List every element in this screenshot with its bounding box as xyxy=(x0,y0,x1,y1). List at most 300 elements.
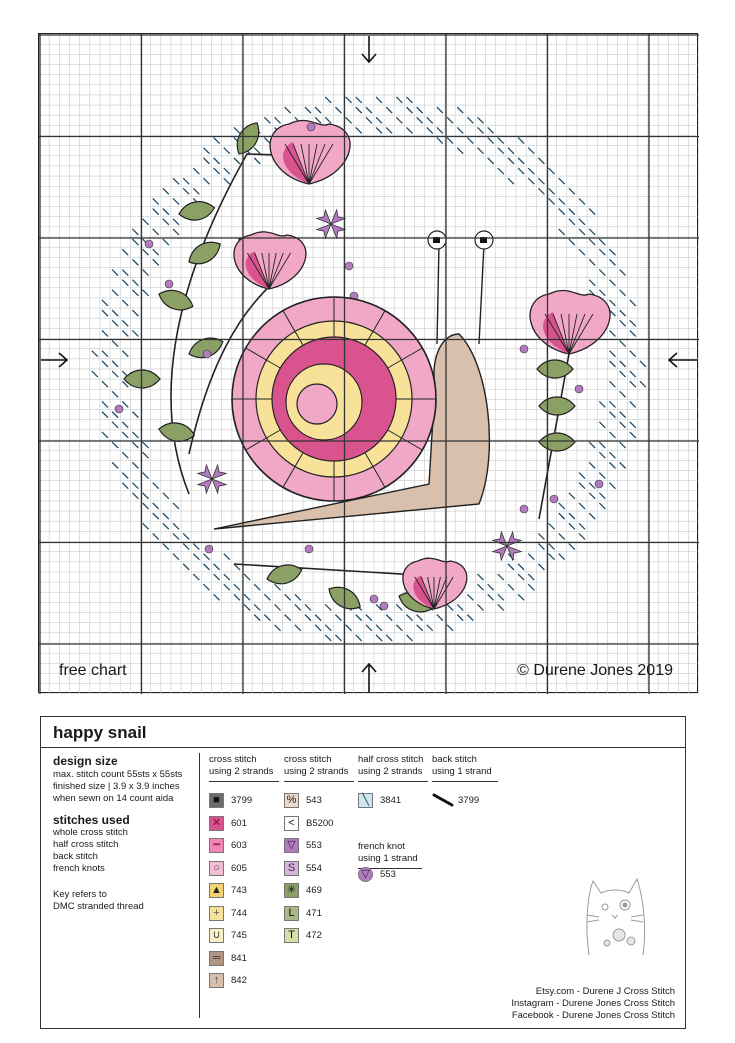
half-stitch-mark xyxy=(620,290,626,296)
half-stitch-mark xyxy=(366,625,372,631)
half-stitch-mark xyxy=(478,584,484,590)
back-stitch-line-icon xyxy=(432,793,454,807)
stitches-used-text xyxy=(53,827,128,875)
half-stitch-mark xyxy=(589,229,595,235)
key-note-line: Key refers to xyxy=(53,889,107,900)
half-stitch-mark xyxy=(224,178,230,184)
design-size-line: when sewn on 14 count aida xyxy=(53,793,174,804)
half-stitch-mark xyxy=(143,473,149,479)
half-stitch-mark xyxy=(122,249,128,255)
half-stitch-mark xyxy=(122,300,128,306)
half-stitch-mark xyxy=(305,107,311,113)
half-stitch-mark xyxy=(599,442,605,448)
half-stitch-mark xyxy=(609,483,615,489)
half-stitch-mark xyxy=(102,361,108,367)
half-stitch-mark xyxy=(538,544,544,550)
half-stitch-mark xyxy=(559,503,565,509)
half-stitch-mark xyxy=(275,604,281,610)
half-stitch-mark xyxy=(386,615,392,621)
half-stitch-mark xyxy=(437,138,443,144)
half-stitch-mark xyxy=(203,158,209,164)
half-stitch-mark xyxy=(579,523,585,529)
half-stitch-mark xyxy=(275,117,281,123)
half-stitch-mark xyxy=(346,117,352,123)
half-stitch-mark xyxy=(589,239,595,245)
snail-antenna xyxy=(437,244,484,344)
half-stitch-mark xyxy=(285,615,291,621)
thread-swatch: ▽ xyxy=(284,838,299,853)
half-stitch-mark xyxy=(599,290,605,296)
half-stitch-mark xyxy=(102,351,108,357)
thread-item xyxy=(284,928,322,943)
flower-petals xyxy=(234,232,306,289)
half-stitch-mark xyxy=(498,168,504,174)
half-stitch-mark xyxy=(599,239,605,245)
half-stitch-mark xyxy=(102,310,108,316)
half-stitch-mark xyxy=(417,117,423,123)
credit-etsy[interactable]: Etsy.com - Durene J Cross Stitch xyxy=(535,986,675,997)
half-stitch-mark xyxy=(153,533,159,539)
half-stitch-mark xyxy=(335,107,341,113)
half-stitch-mark xyxy=(599,270,605,276)
column-heading-line: half cross stitch xyxy=(358,754,424,765)
half-stitch-mark xyxy=(579,533,585,539)
half-stitch-mark xyxy=(122,422,128,428)
half-stitch-mark xyxy=(173,503,179,509)
half-stitch-mark xyxy=(183,188,189,194)
key-note-line: DMC stranded thread xyxy=(53,901,144,912)
half-stitch-mark xyxy=(609,361,615,367)
half-stitch-mark xyxy=(112,310,118,316)
thread-code: 3841 xyxy=(380,795,402,806)
half-stitch-mark xyxy=(132,229,138,235)
leaf xyxy=(539,433,575,451)
half-stitch-mark xyxy=(193,188,199,194)
french-knot xyxy=(203,350,211,358)
half-stitch-mark xyxy=(396,117,402,123)
thread-item xyxy=(209,883,247,898)
half-stitch-mark xyxy=(183,533,189,539)
half-stitch-mark xyxy=(488,127,494,133)
half-stitch-mark xyxy=(376,127,382,133)
stitches-used-heading: stitches used xyxy=(53,813,130,827)
thread-item xyxy=(358,867,396,882)
thread-code: 745 xyxy=(231,930,247,941)
leaf xyxy=(156,286,196,315)
half-stitch-mark xyxy=(467,594,473,600)
half-stitch-mark xyxy=(498,604,504,610)
half-stitch-mark xyxy=(193,574,199,580)
thread-code: 553 xyxy=(380,869,396,880)
half-stitch-mark xyxy=(599,452,605,458)
design-size-line: max. stitch count 55sts x 55sts xyxy=(53,769,183,780)
half-stitch-mark xyxy=(609,249,615,255)
half-stitch-mark xyxy=(264,615,270,621)
half-stitch-mark xyxy=(579,198,585,204)
half-stitch-mark xyxy=(386,635,392,641)
half-stitch-mark xyxy=(609,462,615,468)
half-stitch-mark xyxy=(630,381,636,387)
half-stitch-mark xyxy=(153,198,159,204)
half-stitch-mark xyxy=(589,513,595,519)
half-stitch-mark xyxy=(549,523,555,529)
half-stitch-mark xyxy=(254,615,260,621)
half-cross-heading xyxy=(358,754,428,782)
thread-code: 603 xyxy=(231,840,247,851)
half-stitch-mark xyxy=(569,523,575,529)
half-stitch-mark xyxy=(457,604,463,610)
free-chart-label: free chart xyxy=(59,662,127,679)
half-stitch-mark xyxy=(518,564,524,570)
half-stitch-mark xyxy=(386,127,392,133)
half-stitch-mark xyxy=(163,523,169,529)
half-stitch-mark xyxy=(630,432,636,438)
half-stitch-mark xyxy=(599,493,605,499)
credits xyxy=(511,986,675,1022)
thread-code: 605 xyxy=(231,862,247,874)
thread-code: 601 xyxy=(231,817,247,829)
thread-swatch: % xyxy=(284,793,299,808)
half-stitch-mark xyxy=(589,462,595,468)
half-stitch-mark xyxy=(203,584,209,590)
half-stitch-mark xyxy=(538,533,544,539)
half-stitch-mark xyxy=(599,503,605,509)
leaf xyxy=(177,199,216,223)
half-stitch-mark xyxy=(406,635,412,641)
half-stitch-mark xyxy=(244,574,250,580)
thread-item xyxy=(209,928,247,943)
half-stitch-mark xyxy=(132,442,138,448)
half-stitch-mark xyxy=(579,503,585,509)
thread-swatch: ∪ xyxy=(209,928,224,943)
half-stitch-mark xyxy=(569,513,575,519)
half-stitch-mark xyxy=(599,401,605,407)
half-stitch-mark xyxy=(214,564,220,570)
half-stitch-mark xyxy=(356,127,362,133)
half-stitch-mark xyxy=(132,310,138,316)
half-stitch-mark xyxy=(163,209,169,215)
half-stitch-mark xyxy=(609,452,615,458)
thread-item xyxy=(284,816,333,831)
half-stitch-mark xyxy=(305,604,311,610)
half-stitch-mark xyxy=(315,107,321,113)
half-stitch-mark xyxy=(163,493,169,499)
chart-grid xyxy=(39,34,699,694)
half-stitch-mark xyxy=(579,473,585,479)
half-stitch-mark xyxy=(549,554,555,560)
half-stitch-mark xyxy=(153,503,159,509)
half-stitch-mark xyxy=(589,493,595,499)
half-stitch-mark xyxy=(305,615,311,621)
half-stitch-mark xyxy=(457,127,463,133)
half-stitch-mark xyxy=(579,249,585,255)
half-stitch-mark xyxy=(620,422,626,428)
half-stitch-mark xyxy=(132,462,138,468)
column-heading-line: using 1 strand xyxy=(358,853,418,864)
half-stitch-mark xyxy=(478,117,484,123)
half-stitch-mark xyxy=(630,330,636,336)
french-knot xyxy=(115,405,123,413)
half-stitch-mark xyxy=(508,584,514,590)
half-stitch-mark xyxy=(437,615,443,621)
half-stitch-mark xyxy=(396,97,402,103)
half-stitch-mark xyxy=(183,544,189,550)
half-stitch-mark xyxy=(346,97,352,103)
half-stitch-mark xyxy=(234,594,240,600)
column-heading-line: back stitch xyxy=(432,754,477,765)
half-stitch-mark xyxy=(538,178,544,184)
french-knot xyxy=(595,480,603,488)
half-stitch-mark xyxy=(224,584,230,590)
half-stitch-mark xyxy=(132,259,138,265)
half-stitch-mark xyxy=(234,584,240,590)
french-knot xyxy=(575,385,583,393)
thread-code: 743 xyxy=(231,885,247,896)
half-stitch-mark xyxy=(143,290,149,296)
half-stitch-mark xyxy=(285,107,291,113)
half-stitch-mark xyxy=(112,341,118,347)
half-stitch-mark xyxy=(112,290,118,296)
half-stitch-mark xyxy=(467,138,473,144)
half-stitch-mark xyxy=(264,138,270,144)
half-stitch-mark xyxy=(599,422,605,428)
thread-item xyxy=(284,883,322,898)
thread-code: 744 xyxy=(231,907,247,919)
half-stitch-mark xyxy=(599,473,605,479)
stitch-type: whole cross stitch xyxy=(53,827,128,838)
thread-item xyxy=(284,906,322,921)
half-stitch-mark xyxy=(579,483,585,489)
half-stitch-mark xyxy=(143,493,149,499)
half-stitch-mark xyxy=(173,523,179,529)
half-stitch-mark xyxy=(589,483,595,489)
french-knot xyxy=(550,495,558,503)
cross-stitch-chart xyxy=(38,33,698,693)
half-stitch-mark xyxy=(112,391,118,397)
center-arrow-right xyxy=(669,353,697,367)
design-size-heading: design size xyxy=(53,754,118,768)
half-stitch-mark xyxy=(173,533,179,539)
cat-illustration xyxy=(579,867,655,959)
half-stitch-mark xyxy=(122,452,128,458)
thread-code: 543 xyxy=(306,795,322,806)
thread-code: 842 xyxy=(231,975,247,986)
thread-swatch: ═ xyxy=(209,951,224,966)
half-stitch-mark xyxy=(549,188,555,194)
half-stitch-mark xyxy=(92,351,98,357)
half-stitch-mark xyxy=(630,422,636,428)
half-stitch-mark xyxy=(143,503,149,509)
thread-swatch: S xyxy=(284,861,299,876)
column-heading-line: using 2 strands xyxy=(209,766,274,777)
thread-swatch: < xyxy=(284,816,299,831)
half-stitch-mark xyxy=(518,158,524,164)
half-stitch-mark xyxy=(609,300,615,306)
half-stitch-mark xyxy=(609,259,615,265)
half-stitch-mark xyxy=(173,198,179,204)
half-stitch-mark xyxy=(589,280,595,286)
half-stitch-mark xyxy=(153,229,159,235)
half-stitch-mark xyxy=(620,442,626,448)
half-stitch-mark xyxy=(569,209,575,215)
half-stitch-mark xyxy=(447,117,453,123)
half-stitch-mark xyxy=(447,604,453,610)
french-knot xyxy=(145,240,153,248)
half-stitch-mark xyxy=(538,158,544,164)
half-stitch-mark xyxy=(366,117,372,123)
half-stitch-mark xyxy=(153,249,159,255)
half-stitch-mark xyxy=(143,219,149,225)
half-stitch-mark xyxy=(609,351,615,357)
half-stitch-mark xyxy=(609,432,615,438)
half-stitch-mark xyxy=(143,442,149,448)
half-stitch-mark xyxy=(214,138,220,144)
cross-stitch-heading-1 xyxy=(209,754,279,782)
half-stitch-mark xyxy=(498,574,504,580)
half-stitch-mark xyxy=(498,148,504,154)
thread-swatch: ▲ xyxy=(209,883,224,898)
half-stitch-mark xyxy=(437,107,443,113)
half-stitch-mark xyxy=(620,361,626,367)
half-stitch-mark xyxy=(122,483,128,489)
thread-code: 471 xyxy=(306,907,322,919)
thread-item xyxy=(209,838,247,853)
flower-petals xyxy=(530,290,610,354)
half-stitch-mark xyxy=(447,625,453,631)
half-stitch-mark xyxy=(478,574,484,580)
half-stitch-mark xyxy=(275,625,281,631)
half-stitch-mark xyxy=(356,615,362,621)
half-stitch-mark xyxy=(315,615,321,621)
column-heading-line: french knot xyxy=(358,841,405,852)
half-stitch-mark xyxy=(518,594,524,600)
column-heading-line: cross stitch xyxy=(284,754,332,765)
half-stitch-mark xyxy=(193,544,199,550)
thread-item xyxy=(209,793,252,808)
french-knot xyxy=(370,595,378,603)
half-stitch-mark xyxy=(122,351,128,357)
half-stitch-mark xyxy=(356,97,362,103)
half-stitch-mark xyxy=(122,280,128,286)
half-stitch-mark xyxy=(427,127,433,133)
half-stitch-mark xyxy=(325,625,331,631)
half-stitch-mark xyxy=(508,148,514,154)
half-stitch-mark xyxy=(335,615,341,621)
half-stitch-mark xyxy=(102,401,108,407)
credit-facebook[interactable]: Facebook - Durene Jones Cross Stitch xyxy=(511,1010,675,1021)
stitch-type: back stitch xyxy=(53,851,98,862)
half-stitch-mark xyxy=(102,300,108,306)
half-stitch-mark xyxy=(478,148,484,154)
half-stitch-mark xyxy=(315,625,321,631)
half-stitch-mark xyxy=(630,300,636,306)
credit-instagram[interactable]: Instagram - Durene Jones Cross Stitch xyxy=(511,998,675,1009)
half-stitch-mark xyxy=(579,219,585,225)
half-stitch-mark xyxy=(589,442,595,448)
half-stitch-mark xyxy=(112,361,118,367)
copyright-label: © Durene Jones 2019 xyxy=(517,662,673,679)
half-stitch-mark xyxy=(203,564,209,570)
half-stitch-mark xyxy=(559,198,565,204)
half-stitch-mark xyxy=(376,635,382,641)
thread-code: 3799 xyxy=(231,795,253,806)
thread-code: 553 xyxy=(306,840,322,851)
half-stitch-mark xyxy=(244,594,250,600)
half-stitch-mark xyxy=(143,270,149,276)
half-stitch-mark xyxy=(163,239,169,245)
half-stitch-mark xyxy=(508,158,514,164)
stitch-type: half cross stitch xyxy=(53,839,119,850)
half-stitch-mark xyxy=(508,178,514,184)
half-stitch-mark xyxy=(528,168,534,174)
leaf xyxy=(265,561,304,588)
half-stitch-mark xyxy=(589,209,595,215)
half-stitch-mark xyxy=(112,462,118,468)
half-stitch-mark xyxy=(285,594,291,600)
half-stitch-mark xyxy=(538,564,544,570)
half-stitch-mark xyxy=(569,219,575,225)
half-stitch-mark xyxy=(214,158,220,164)
half-stitch-mark xyxy=(518,574,524,580)
half-stitch-mark xyxy=(376,97,382,103)
thread-code: 469 xyxy=(306,885,322,896)
half-stitch-mark xyxy=(437,127,443,133)
half-stitch-mark xyxy=(264,594,270,600)
half-stitch-mark xyxy=(549,198,555,204)
half-stitch-mark xyxy=(143,249,149,255)
half-stitch-mark xyxy=(396,604,402,610)
back-stitch-item xyxy=(432,793,479,807)
half-stitch-mark xyxy=(406,615,412,621)
half-stitch-mark xyxy=(569,544,575,550)
thread-swatch: ○ xyxy=(209,861,224,876)
half-stitch-mark xyxy=(173,219,179,225)
half-stitch-mark xyxy=(173,178,179,184)
half-stitch-mark xyxy=(620,341,626,347)
half-stitch-mark xyxy=(609,401,615,407)
half-stitch-mark xyxy=(325,635,331,641)
half-stitch-mark xyxy=(457,148,463,154)
half-stitch-mark xyxy=(132,412,138,418)
thread-swatch: + xyxy=(209,906,224,921)
column-heading-line: using 2 strands xyxy=(284,766,349,777)
center-arrow-left xyxy=(41,353,67,367)
half-stitch-mark xyxy=(254,604,260,610)
half-stitch-mark xyxy=(478,604,484,610)
half-stitch-mark xyxy=(183,178,189,184)
half-stitch-mark xyxy=(132,239,138,245)
french-knot xyxy=(165,280,173,288)
half-stitch-mark xyxy=(112,320,118,326)
thread-swatch: ▽ xyxy=(358,867,373,882)
half-stitch-mark xyxy=(254,584,260,590)
half-stitch-mark xyxy=(132,290,138,296)
half-stitch-mark xyxy=(234,158,240,164)
cross-stitch-heading-2 xyxy=(284,754,354,782)
half-stitch-mark xyxy=(518,138,524,144)
half-stitch-mark xyxy=(143,523,149,529)
column-heading-line: using 1 strand xyxy=(432,766,492,777)
thread-swatch: L xyxy=(284,906,299,921)
half-stitch-mark xyxy=(630,401,636,407)
half-stitch-mark xyxy=(538,188,544,194)
half-stitch-mark xyxy=(609,330,615,336)
half-stitch-mark xyxy=(193,168,199,174)
half-stitch-mark xyxy=(569,239,575,245)
thread-code: 472 xyxy=(306,930,322,941)
half-stitch-mark xyxy=(112,422,118,428)
half-stitch-mark xyxy=(609,280,615,286)
